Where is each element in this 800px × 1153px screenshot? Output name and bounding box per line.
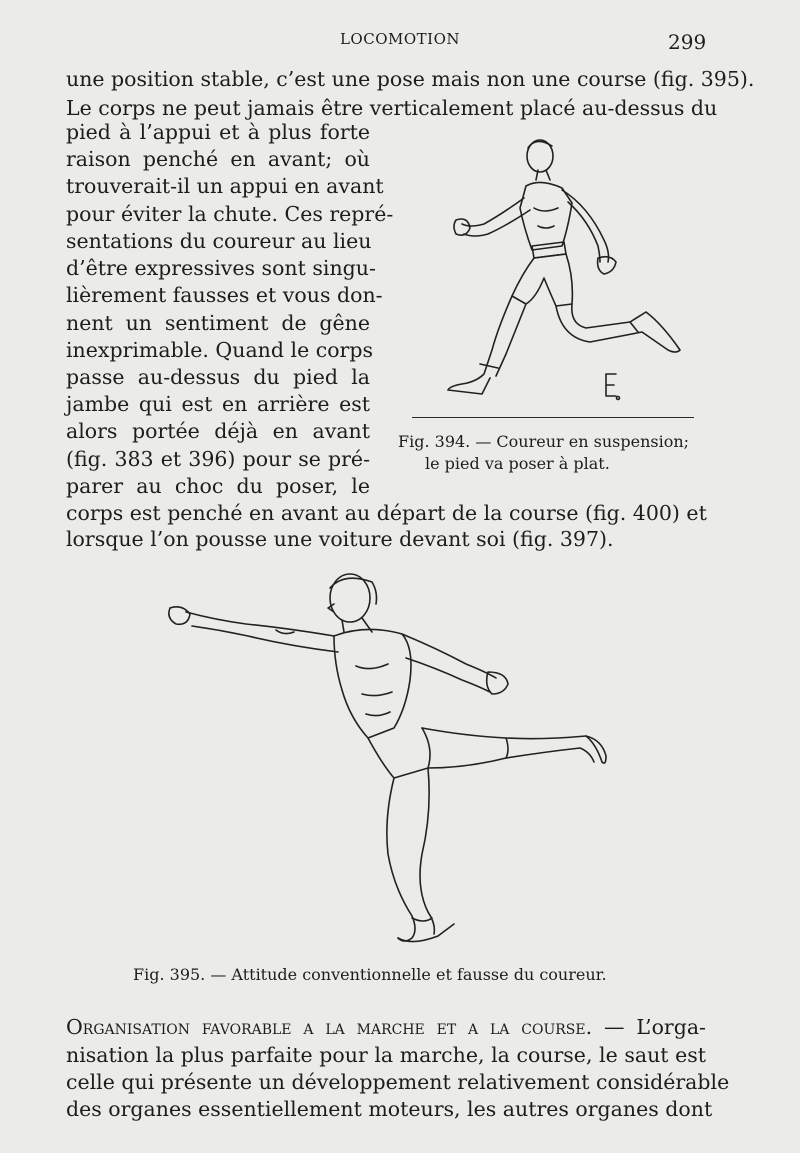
text-line: passe au-dessus du pied la: [66, 365, 370, 389]
figure-394-caption: le pied va poser à plat.: [425, 454, 610, 473]
running-header: LOCOMOTION: [339, 30, 461, 48]
text-line: — L’orga-: [604, 1015, 706, 1039]
figure-395-illustration: [166, 568, 616, 958]
text-line: d’être expressives sont singu-: [66, 256, 376, 280]
text-line: parer au choc du poser, le: [66, 474, 370, 498]
figure-395-caption: Fig. 395. — Attitude conventionnelle et fausse du coureur.: [133, 965, 607, 984]
text-line: une position stable, c’est une pose mais non une course (fig. 395).: [66, 67, 755, 91]
section-first-line: [66, 1014, 706, 1040]
text-line: nent un sentiment de gêne: [66, 311, 370, 335]
section-heading: Organisation favorable a la marche et a la course.: [66, 1015, 593, 1039]
text-line: inexprimable. Quand le corps: [66, 338, 373, 362]
text-line: (fig. 383 et 396) pour se pré-: [66, 447, 370, 471]
figure-394-rule: [412, 417, 694, 418]
text-line: pied à l’appui et à plus forte: [66, 120, 370, 144]
text-line: raison penché en avant; où: [66, 147, 370, 171]
page-number: 299: [668, 30, 707, 54]
text-line: lièrement fausses et vous don-: [66, 283, 383, 307]
text-line: jambe qui est en arrière est: [66, 392, 370, 416]
text-line: lorsque l’on pousse une voiture devant soi (fig. 397).: [66, 527, 614, 551]
text-line: pour éviter la chute. Ces repré-: [66, 202, 394, 226]
text-line: sentations du coureur au lieu: [66, 229, 372, 253]
figure-394-caption: Fig. 394. — Coureur en suspension;: [398, 432, 690, 451]
text-line: trouverait-il un appui en avant: [66, 174, 384, 198]
text-line: alors portée déjà en avant: [66, 419, 370, 443]
text-line: nisation la plus parfaite pour la marche, la course, le saut est: [66, 1043, 706, 1067]
text-line: des organes essentiellement moteurs, les autres organes dont: [66, 1097, 713, 1121]
text-line: celle qui présente un développement relativement considérable: [66, 1070, 730, 1094]
figure-394-illustration: [440, 128, 690, 408]
text-line: Le corps ne peut jamais être verticalement placé au-dessus du: [66, 96, 718, 120]
text-line: corps est penché en avant au départ de la course (fig. 400) et: [66, 501, 707, 525]
